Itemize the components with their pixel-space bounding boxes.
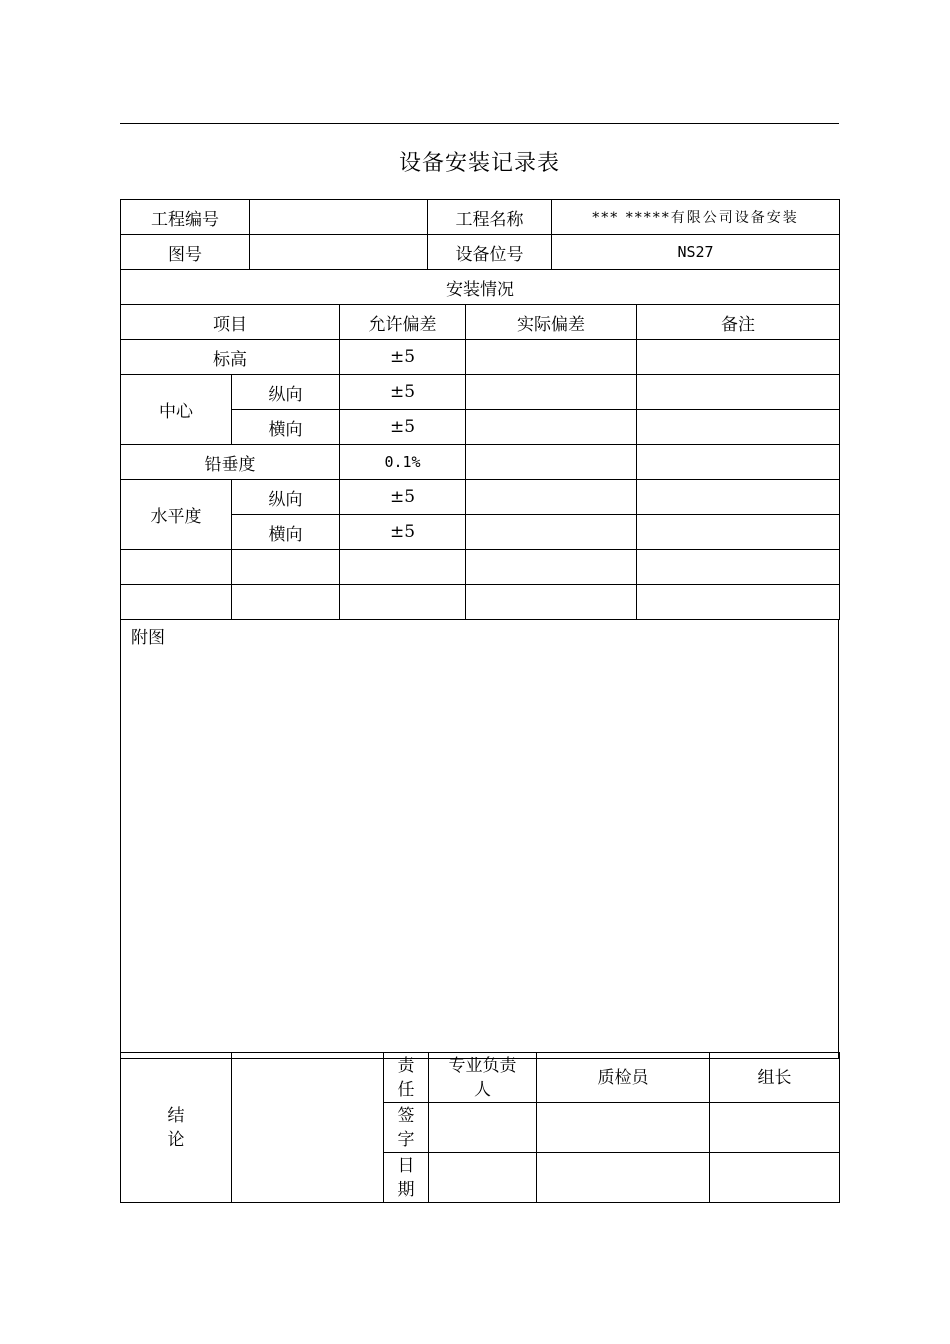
blank-cell[interactable]	[340, 585, 466, 620]
blank-cell[interactable]	[340, 550, 466, 585]
header-rule	[120, 123, 839, 124]
verticality-label: 铅垂度	[121, 445, 340, 480]
project-name-field[interactable]: *** *****有限公司设备安装	[552, 200, 840, 235]
levelness-allowed-2: ±5	[340, 515, 466, 550]
project-no-field[interactable]	[250, 200, 428, 235]
attachment-area[interactable]	[121, 620, 839, 1059]
col-note: 备注	[637, 305, 840, 340]
date-label: 日 期	[384, 1153, 429, 1203]
blank-cell[interactable]	[466, 550, 637, 585]
col-item: 项目	[121, 305, 340, 340]
table-row	[121, 480, 840, 515]
levelness-sub-transverse: 横向	[232, 515, 340, 550]
center-label: 中心	[121, 375, 232, 445]
blank-cell[interactable]	[232, 585, 340, 620]
install-table	[120, 269, 840, 620]
equipment-pos-label: 设备位号	[428, 235, 552, 270]
elevation-label: 标高	[121, 340, 340, 375]
center-actual-field-1[interactable]	[466, 375, 637, 410]
blank-cell[interactable]	[637, 550, 840, 585]
center-sub-longitudinal: 纵向	[232, 375, 340, 410]
elevation-actual-field[interactable]	[466, 340, 637, 375]
blank-cell[interactable]	[121, 585, 232, 620]
attachment-table	[120, 619, 839, 1059]
levelness-sub-longitudinal: 纵向	[232, 480, 340, 515]
verticality-allowed: 0.1%	[340, 445, 466, 480]
equipment-pos-field[interactable]: NS27	[552, 235, 840, 270]
center-actual-field-2[interactable]	[466, 410, 637, 445]
verticality-note-field[interactable]	[637, 445, 840, 480]
qc-inspector-signature-field[interactable]	[537, 1103, 710, 1153]
drawing-no-field[interactable]	[250, 235, 428, 270]
project-no-label: 工程编号	[121, 200, 250, 235]
qc-inspector-label: 质检员	[537, 1053, 710, 1103]
elevation-note-field[interactable]	[637, 340, 840, 375]
col-allowed: 允许偏差	[340, 305, 466, 340]
responsibility-label: 责 任	[384, 1053, 429, 1103]
levelness-actual-field-1[interactable]	[466, 480, 637, 515]
table-row	[121, 375, 840, 410]
blank-cell[interactable]	[637, 585, 840, 620]
levelness-actual-field-2[interactable]	[466, 515, 637, 550]
conclusion-field[interactable]	[232, 1053, 384, 1203]
table-row	[121, 550, 840, 585]
professional-head-signature-field[interactable]	[429, 1103, 537, 1153]
verticality-actual-field[interactable]	[466, 445, 637, 480]
center-note-field-2[interactable]	[637, 410, 840, 445]
page-title: 设备安装记录表	[398, 151, 560, 176]
levelness-note-field-1[interactable]	[637, 480, 840, 515]
col-actual: 实际偏差	[466, 305, 637, 340]
levelness-note-field-2[interactable]	[637, 515, 840, 550]
center-sub-transverse: 横向	[232, 410, 340, 445]
levelness-label: 水平度	[121, 480, 232, 550]
team-leader-label: 组长	[710, 1053, 840, 1103]
table-row	[121, 340, 840, 375]
levelness-allowed-1: ±5	[340, 480, 466, 515]
drawing-no-label: 图号	[121, 235, 250, 270]
blank-cell[interactable]	[232, 550, 340, 585]
install-section-title: 安装情况	[121, 270, 840, 305]
attachment-label: 附图	[131, 628, 165, 648]
blank-cell[interactable]	[466, 585, 637, 620]
elevation-allowed: ±5	[340, 340, 466, 375]
table-row	[121, 445, 840, 480]
signature-label: 签 字	[384, 1103, 429, 1153]
team-leader-signature-field[interactable]	[710, 1103, 840, 1153]
center-note-field-1[interactable]	[637, 375, 840, 410]
blank-cell[interactable]	[121, 550, 232, 585]
conclusion-table	[120, 1052, 840, 1203]
professional-head-date-field[interactable]	[429, 1153, 537, 1203]
table-row	[121, 585, 840, 620]
project-name-label: 工程名称	[428, 200, 552, 235]
conclusion-label: 结 论	[121, 1053, 232, 1203]
team-leader-date-field[interactable]	[710, 1153, 840, 1203]
qc-inspector-date-field[interactable]	[537, 1153, 710, 1203]
professional-head-label: 专业负责 人	[429, 1053, 537, 1103]
center-allowed-2: ±5	[340, 410, 466, 445]
center-allowed-1: ±5	[340, 375, 466, 410]
header-table	[120, 199, 840, 270]
